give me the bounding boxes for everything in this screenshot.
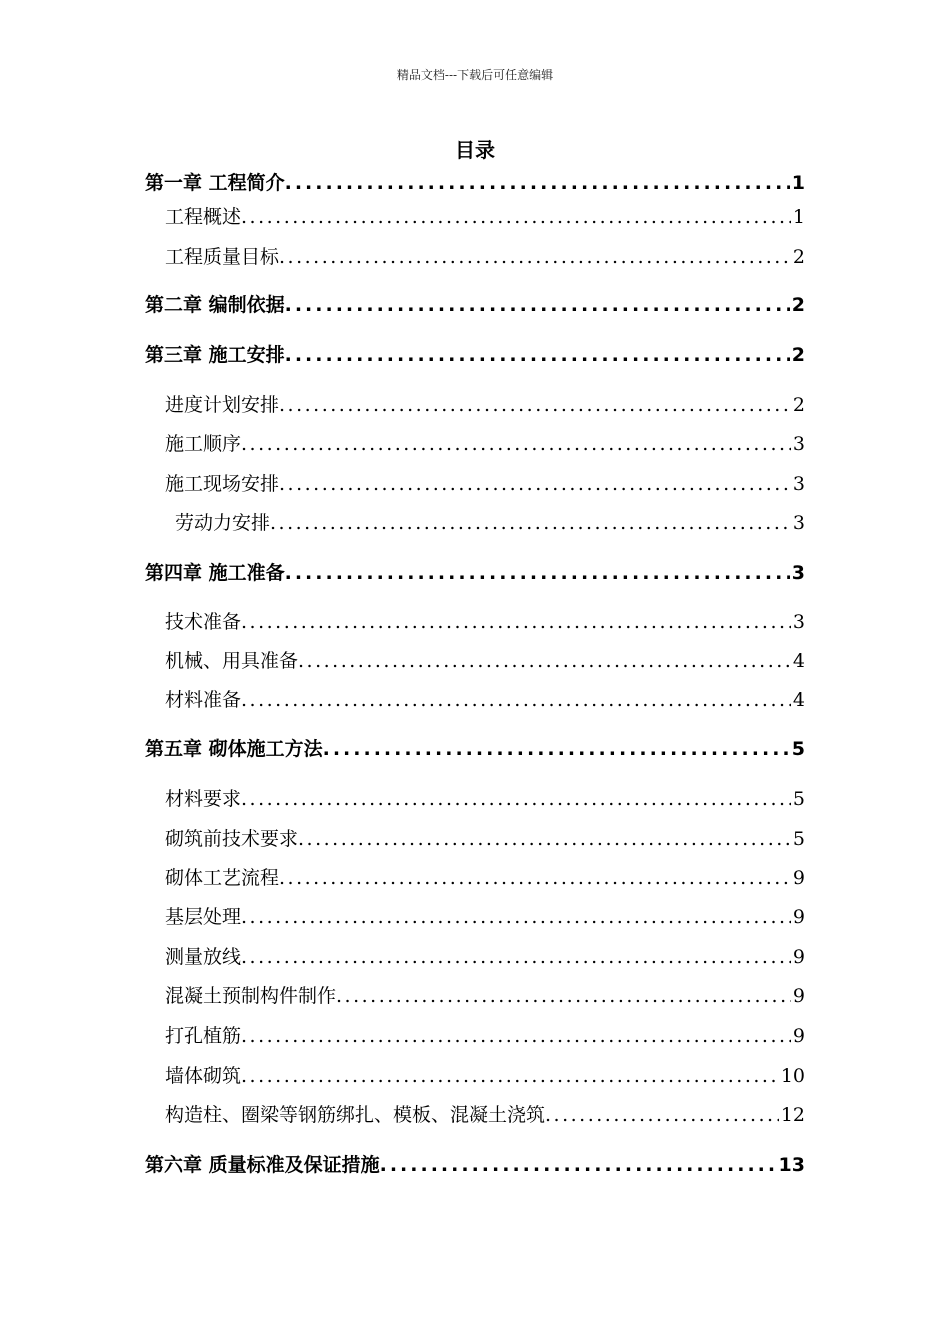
- toc-chapter-entry[interactable]: [145, 734, 805, 761]
- toc-leader-dots: [241, 433, 791, 455]
- toc-section-entry[interactable]: [165, 863, 805, 890]
- toc-section-entry[interactable]: [165, 824, 805, 851]
- toc-leader-dots: [545, 1104, 779, 1126]
- toc-leader-dots: [285, 172, 790, 194]
- toc-leader-dots: [270, 512, 791, 534]
- toc-entry-page: 2: [791, 344, 805, 366]
- toc-leader-dots: [298, 650, 791, 672]
- toc-entry-page: 12: [780, 1104, 805, 1126]
- toc-entry-label: 混凝土预制构件制作: [165, 985, 337, 1007]
- toc-entry-page: 9: [792, 867, 805, 889]
- toc-chapter-entry[interactable]: [145, 1150, 805, 1177]
- toc-leader-dots: [298, 828, 791, 850]
- toc-leader-dots: [241, 788, 791, 810]
- toc-section-entry[interactable]: [165, 646, 805, 673]
- toc-entry-label: 第二章 编制依据: [145, 294, 285, 316]
- toc-entry-page: 3: [792, 512, 805, 534]
- toc-leader-dots: [323, 738, 790, 760]
- toc-section-entry[interactable]: [165, 429, 805, 456]
- toc-leader-dots: [279, 246, 791, 268]
- toc-entry-page: 1: [792, 206, 805, 228]
- toc-entry-page: 3: [792, 611, 805, 633]
- toc-section-entry[interactable]: [165, 784, 805, 811]
- toc-section-entry[interactable]: [165, 469, 805, 496]
- toc-entry-label: 墙体砌筑: [165, 1065, 242, 1087]
- toc-leader-dots: [285, 344, 790, 366]
- toc-entry-label: 砌体工艺流程: [165, 867, 280, 889]
- toc-section-entry[interactable]: [165, 685, 805, 712]
- toc-leader-dots: [285, 294, 790, 316]
- toc-leader-dots: [241, 689, 791, 711]
- toc-entry-page: 5: [792, 788, 805, 810]
- toc-section-entry[interactable]: [175, 508, 805, 535]
- toc-leader-dots: [285, 562, 790, 584]
- toc-chapter-entry[interactable]: [145, 290, 805, 317]
- toc-entry-label: 第三章 施工安排: [145, 344, 285, 366]
- toc-entry-label: 打孔植筋: [165, 1025, 242, 1047]
- toc-entry-page: 5: [792, 828, 805, 850]
- toc-entry-page: 9: [792, 906, 805, 928]
- toc-entry-page: 9: [792, 1025, 805, 1047]
- toc-section-entry[interactable]: [165, 981, 805, 1008]
- toc-entry-label: 砌筑前技术要求: [165, 828, 299, 850]
- toc-chapter-entry[interactable]: [145, 168, 805, 195]
- toc-section-entry[interactable]: [165, 202, 805, 229]
- toc-section-entry[interactable]: [165, 1061, 805, 1088]
- toc-entry-label: 施工顺序: [165, 433, 242, 455]
- toc-entry-page: 5: [791, 738, 805, 760]
- page-header: 精品文档---下载后可任意编辑: [396, 68, 554, 82]
- toc-entry-label: 劳动力安排: [175, 512, 271, 534]
- toc-section-entry[interactable]: [165, 607, 805, 634]
- toc-entry-page: 9: [792, 985, 805, 1007]
- toc-entry-page: 3: [792, 473, 805, 495]
- toc-leader-dots: [241, 611, 791, 633]
- toc-entry-label: 第一章 工程简介: [145, 172, 285, 194]
- toc-section-entry[interactable]: [165, 390, 805, 417]
- toc-section-entry[interactable]: [165, 902, 805, 929]
- toc-leader-dots: [380, 1154, 777, 1176]
- toc-entry-label: 材料准备: [165, 689, 242, 711]
- toc-entry-label: 机械、用具准备: [165, 650, 299, 672]
- toc-entry-label: 技术准备: [165, 611, 242, 633]
- toc-leader-dots: [336, 985, 791, 1007]
- toc-entry-label: 工程概述: [165, 206, 242, 228]
- toc-entry-label: 材料要求: [165, 788, 242, 810]
- toc-entry-label: 第五章 砌体施工方法: [145, 738, 323, 760]
- toc-section-entry[interactable]: [165, 942, 805, 969]
- toc-entry-label: 构造柱、圈梁等钢筋绑扎、模板、混凝土浇筑: [165, 1104, 546, 1126]
- toc-entry-page: 13: [778, 1154, 805, 1176]
- toc-entry-page: 2: [792, 394, 805, 416]
- toc-entry-page: 9: [792, 946, 805, 968]
- toc-leader-dots: [241, 1065, 779, 1087]
- toc-leader-dots: [279, 867, 791, 889]
- toc-chapter-entry[interactable]: [145, 340, 805, 367]
- toc-entry-page: 4: [792, 689, 805, 711]
- toc-entry-page: 4: [792, 650, 805, 672]
- toc-entry-label: 第四章 施工准备: [145, 562, 285, 584]
- toc-leader-dots: [241, 906, 791, 928]
- toc-entry-page: 3: [791, 562, 805, 584]
- toc-entry-label: 进度计划安排: [165, 394, 280, 416]
- toc-section-entry[interactable]: [165, 1100, 805, 1127]
- toc-entry-label: 基层处理: [165, 906, 242, 928]
- toc-entry-label: 测量放线: [165, 946, 242, 968]
- toc-section-entry[interactable]: [165, 242, 805, 269]
- toc-leader-dots: [279, 394, 791, 416]
- toc-section-entry[interactable]: [165, 1021, 805, 1048]
- toc-entry-label: 第六章 质量标准及保证措施: [145, 1154, 380, 1176]
- toc-entry-page: 2: [792, 246, 805, 268]
- toc-leader-dots: [279, 473, 791, 495]
- toc-leader-dots: [241, 946, 791, 968]
- toc-leader-dots: [241, 206, 791, 228]
- toc-entry-page: 1: [791, 172, 805, 194]
- toc-chapter-entry[interactable]: [145, 558, 805, 585]
- toc-entry-page: 2: [791, 294, 805, 316]
- toc-entry-label: 工程质量目标: [165, 246, 280, 268]
- toc-entry-page: 3: [792, 433, 805, 455]
- toc-entry-page: 10: [780, 1065, 805, 1087]
- toc-leader-dots: [241, 1025, 791, 1047]
- toc-entry-label: 施工现场安排: [165, 473, 280, 495]
- toc-title: 目录: [455, 138, 495, 162]
